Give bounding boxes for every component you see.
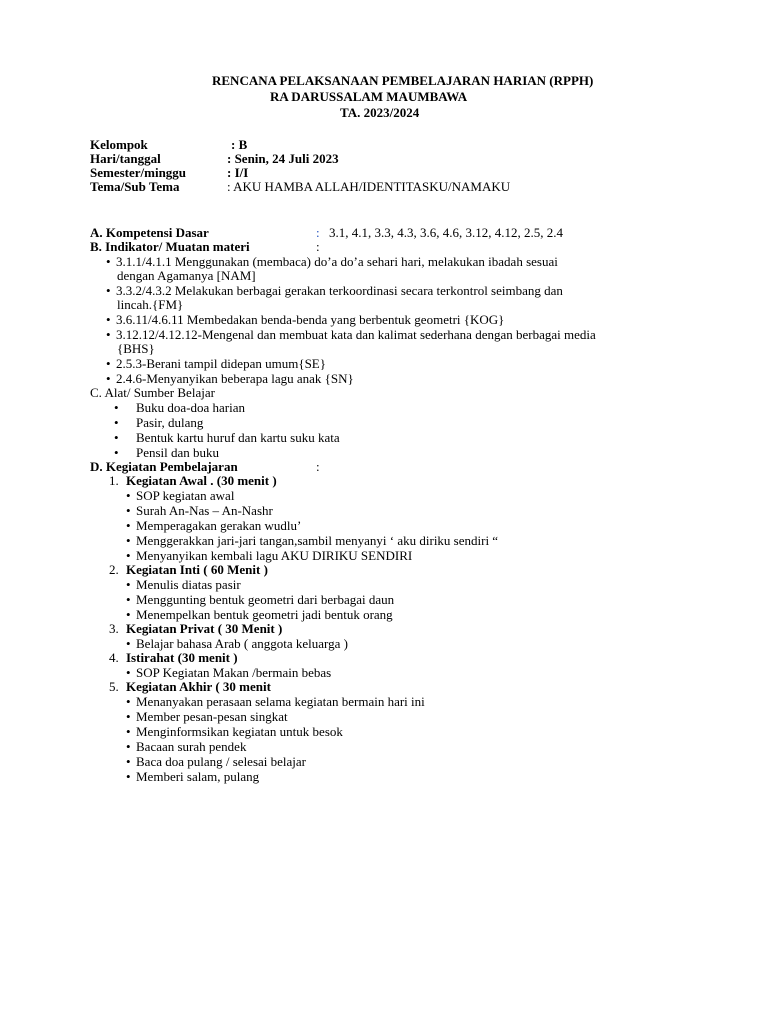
bullet-icon: • <box>106 254 111 269</box>
indikator-item: • 2.5.3-Berani tampil didepan umum{SE} <box>106 356 326 371</box>
kelompok-value: : B <box>231 137 248 152</box>
section-a-value: 3.1, 4.1, 3.3, 4.3, 3.6, 4.6, 3.12, 4.12, 2.5, 2.4 <box>329 225 563 240</box>
activity-title: 5. Kegiatan Akhir ( 30 menit <box>109 679 271 694</box>
tema-value: : AKU HAMBA ALLAH/IDENTITASKU/NAMAKU <box>227 179 511 194</box>
activity-item: • Bacaan surah pendek <box>126 739 247 754</box>
alat-item: • Pensil dan buku <box>114 445 220 460</box>
activity-item: • Menyanyikan kembali lagu AKU DIRIKU SENDIRI <box>126 548 413 563</box>
bullet-icon: • <box>106 327 111 342</box>
activity-item: • Surah An-Nas – An-Nashr <box>126 503 273 518</box>
bullet-icon: • <box>114 415 119 430</box>
bullet-icon: • <box>126 694 131 709</box>
bullet-icon: • <box>126 518 131 533</box>
bullet-icon: • <box>126 739 131 754</box>
alat-item: • Buku doa-doa harian <box>114 400 246 415</box>
activity-item: • Menulis diatas pasir <box>126 577 241 592</box>
bullet-icon: • <box>126 503 131 518</box>
section-b-label: B. Indikator/ Muatan materi <box>90 239 250 254</box>
activity-item: • Menempelkan bentuk geometri jadi bentuk orang <box>126 607 393 622</box>
activity-item: • Belajar bahasa Arab ( anggota keluarga ) <box>126 636 348 651</box>
section-a-colon: : <box>316 225 320 240</box>
tema-label: Tema/Sub Tema <box>90 179 180 194</box>
bullet-icon: • <box>114 430 119 445</box>
activity-item: • Menginformsikan kegiatan untuk besok <box>126 724 343 739</box>
alat-item: • Bentuk kartu huruf dan kartu suku kata <box>114 430 340 445</box>
indikator-item-cont: dengan Agamanya [NAM] <box>117 268 256 283</box>
semester-label: Semester/minggu <box>90 165 187 180</box>
hari-label: Hari/tanggal <box>90 151 161 166</box>
activity-item: • Member pesan-pesan singkat <box>126 709 288 724</box>
indikator-item-cont: lincah.{FM} <box>117 297 184 312</box>
indikator-item: • 3.1.1/4.1.1 Menggunakan (membaca) do’a do’a sehari hari, melakukan ibadah sesuai <box>106 254 558 269</box>
bullet-icon: • <box>126 548 131 563</box>
section-c-label: C. Alat/ Sumber Belajar <box>90 385 215 400</box>
semester-value: : I/I <box>227 165 249 180</box>
section-d-label: D. Kegiatan Pembelajaran <box>90 459 238 474</box>
activity-title: 4. Istirahat (30 menit ) <box>109 650 238 665</box>
bullet-icon: • <box>126 754 131 769</box>
bullet-icon: • <box>106 371 111 386</box>
activity-item: • Memperagakan gerakan wudlu’ <box>126 518 302 533</box>
academic-year: TA. 2023/2024 <box>340 105 420 120</box>
bullet-icon: • <box>126 488 131 503</box>
indikator-item: • 3.3.2/4.3.2 Melakukan berbagai gerakan terkoordinasi secara terkontrol seimbang dan <box>106 283 563 298</box>
hari-value: : Senin, 24 Juli 2023 <box>227 151 339 166</box>
section-b-colon: : <box>316 239 320 254</box>
bullet-icon: • <box>126 607 131 622</box>
activity-title: 3. Kegiatan Privat ( 30 Menit ) <box>109 621 283 636</box>
kelompok-label: Kelompok <box>90 137 148 152</box>
activity-item: • SOP kegiatan awal <box>126 488 235 503</box>
activity-item: • Menggerakkan jari-jari tangan,sambil menyanyi ‘ aku diriku sendiri “ <box>126 533 499 548</box>
section-a-label: A. Kompetensi Dasar <box>90 225 209 240</box>
bullet-icon: • <box>126 665 131 680</box>
activity-title: 1. Kegiatan Awal . (30 menit ) <box>109 473 277 488</box>
bullet-icon: • <box>126 533 131 548</box>
bullet-icon: • <box>126 769 131 784</box>
bullet-icon: • <box>126 724 131 739</box>
bullet-icon: • <box>106 283 111 298</box>
bullet-icon: • <box>126 709 131 724</box>
bullet-icon: • <box>114 445 119 460</box>
bullet-icon: • <box>106 356 111 371</box>
indikator-item: • 2.4.6-Menyanyikan beberapa lagu anak {SN} <box>106 371 354 386</box>
activity-item: • SOP Kegiatan Makan /bermain bebas <box>126 665 332 680</box>
bullet-icon: • <box>126 592 131 607</box>
indikator-item: • 3.6.11/4.6.11 Membedakan benda-benda yang berbentuk geometri {KOG} <box>106 312 505 327</box>
indikator-item-cont: {BHS} <box>117 341 155 356</box>
activity-title: 2. Kegiatan Inti ( 60 Menit ) <box>109 562 268 577</box>
activity-item: • Menggunting bentuk geometri dari berbagai daun <box>126 592 395 607</box>
indikator-item: • 3.12.12/4.12.12-Mengenal dan membuat kata dan kalimat sederhana dengan berbagai media <box>106 327 596 342</box>
bullet-icon: • <box>106 312 111 327</box>
bullet-icon: • <box>114 400 119 415</box>
bullet-icon: • <box>126 577 131 592</box>
section-d-colon: : <box>316 459 320 474</box>
bullet-icon: • <box>126 636 131 651</box>
school-name: RA DARUSSALAM MAUMBAWA <box>270 89 468 104</box>
activity-item: • Baca doa pulang / selesai belajar <box>126 754 307 769</box>
alat-item: • Pasir, dulang <box>114 415 204 430</box>
doc-title: RENCANA PELAKSANAAN PEMBELAJARAN HARIAN (RPPH) <box>212 73 594 88</box>
activity-item: • Memberi salam, pulang <box>126 769 260 784</box>
activity-item: • Menanyakan perasaan selama kegiatan bermain hari ini <box>126 694 425 709</box>
